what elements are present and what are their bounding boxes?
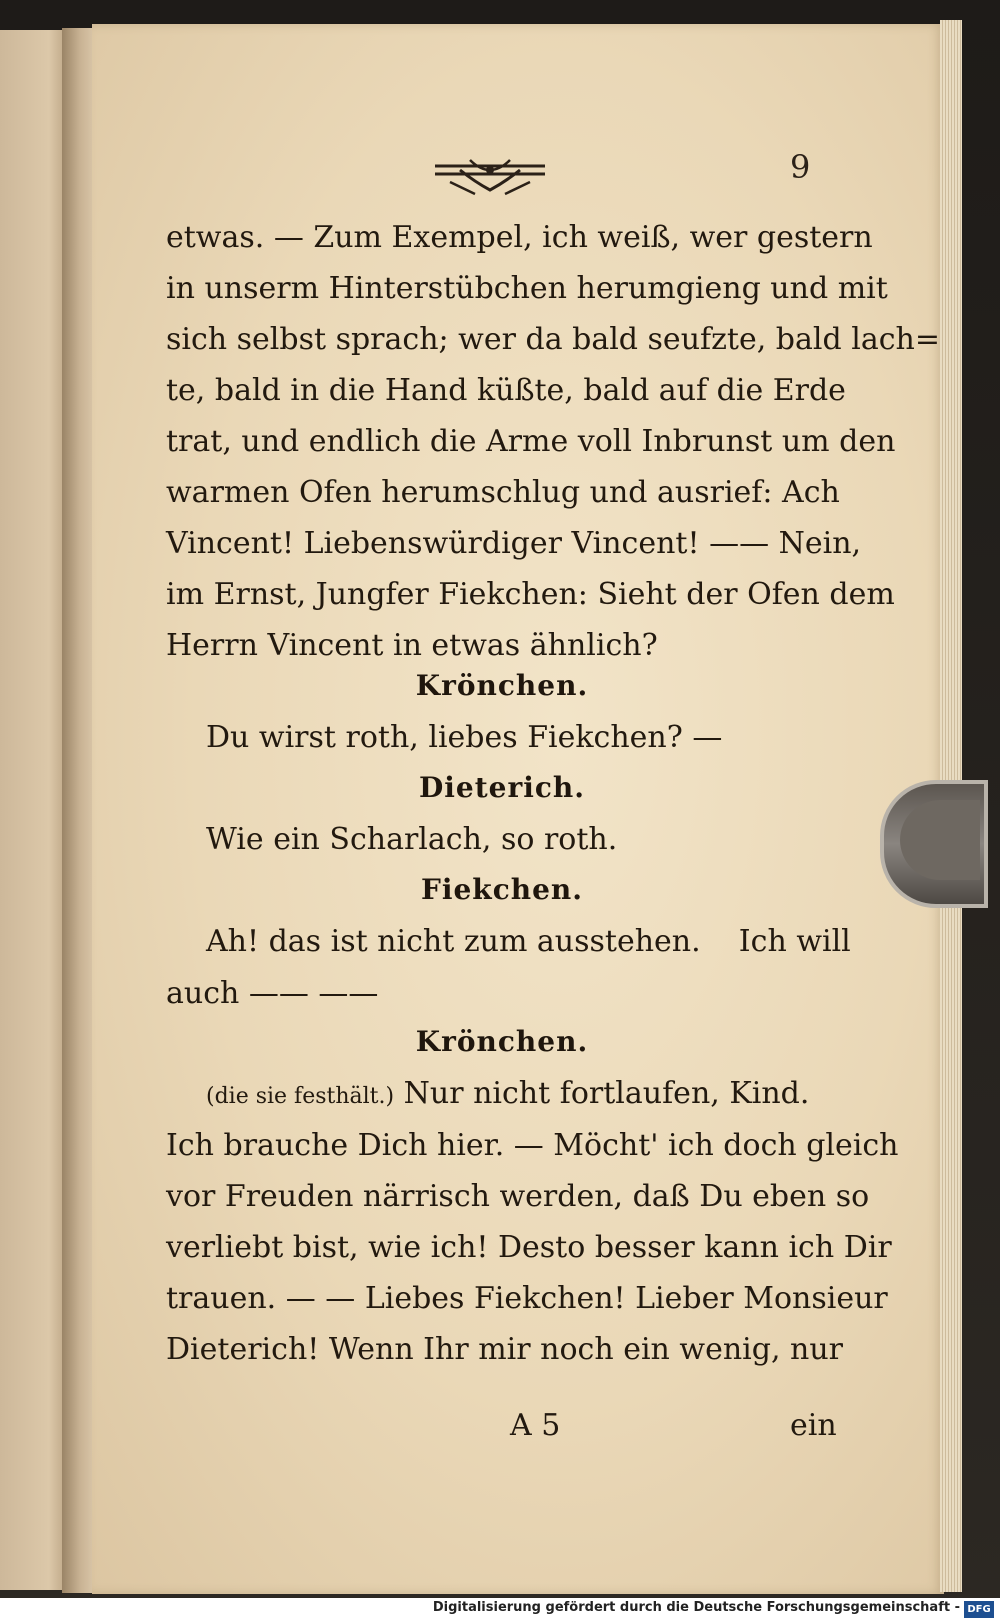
speaker-heading: Dieterich. bbox=[418, 771, 586, 804]
ornament-icon bbox=[430, 152, 550, 198]
dfg-logo: DFG bbox=[964, 1601, 994, 1618]
text-line: te, bald in die Hand küßte, bald auf die Erde bbox=[166, 373, 846, 408]
left-page-edge bbox=[0, 30, 70, 1590]
page-clip-inner bbox=[900, 800, 980, 880]
text-line: etwas. — Zum Exempel, ich weiß, wer gestern bbox=[166, 220, 873, 255]
text-line: vor Freuden närrisch werden, daß Du eben so bbox=[166, 1179, 870, 1214]
dialogue-text: Nur nicht fortlaufen, Kind. bbox=[403, 1076, 810, 1111]
dialogue-line: auch —— —— bbox=[166, 976, 379, 1011]
speaker-heading: Fiekchen. bbox=[420, 873, 584, 906]
dialogue-line: Ah! das ist nicht zum ausstehen. Ich will bbox=[206, 924, 851, 959]
dialogue-line: Du wirst roth, liebes Fiekchen? — bbox=[206, 720, 723, 755]
text-line: im Ernst, Jungfer Fiekchen: Sieht der Ofen dem bbox=[166, 577, 895, 612]
stage-direction: (die sie festhält.) bbox=[206, 1084, 395, 1109]
text-line: trat, und endlich die Arme voll Inbrunst um den bbox=[166, 424, 896, 459]
text-line: Dieterich! Wenn Ihr mir noch ein wenig, nur bbox=[166, 1332, 844, 1367]
page-number: 9 bbox=[790, 148, 811, 186]
speaker-heading: Krönchen. bbox=[415, 669, 589, 702]
footer-credit: Digitalisierung gefördert durch die Deutsche Forschungsgemeinschaft - bbox=[432, 1600, 960, 1615]
catchword: ein bbox=[790, 1408, 837, 1443]
text-line: Ich brauche Dich hier. — Möcht' ich doch gleich bbox=[166, 1128, 899, 1163]
text-line: warmen Ofen herumschlug und ausrief: Ach bbox=[166, 475, 840, 510]
text-line: in unserm Hinterstübchen herumgieng und mit bbox=[166, 271, 888, 306]
dialogue-line: Wie ein Scharlach, so roth. bbox=[206, 822, 618, 857]
speaker-heading: Krönchen. bbox=[415, 1025, 589, 1058]
text-line: verliebt bist, wie ich! Desto besser kann ich Dir bbox=[166, 1230, 892, 1265]
dialogue-line-with-stage-direction bbox=[206, 1068, 878, 1123]
signature-mark: A 5 bbox=[510, 1408, 561, 1443]
text-line: Vincent! Liebenswürdiger Vincent! —— Nein, bbox=[166, 526, 862, 561]
text-line: Herrn Vincent in etwas ähnlich? bbox=[166, 628, 658, 663]
text-line: sich selbst sprach; wer da bald seufzte, bald lach= bbox=[166, 322, 940, 357]
text-line: trauen. — — Liebes Fiekchen! Lieber Monsieur bbox=[166, 1281, 888, 1316]
